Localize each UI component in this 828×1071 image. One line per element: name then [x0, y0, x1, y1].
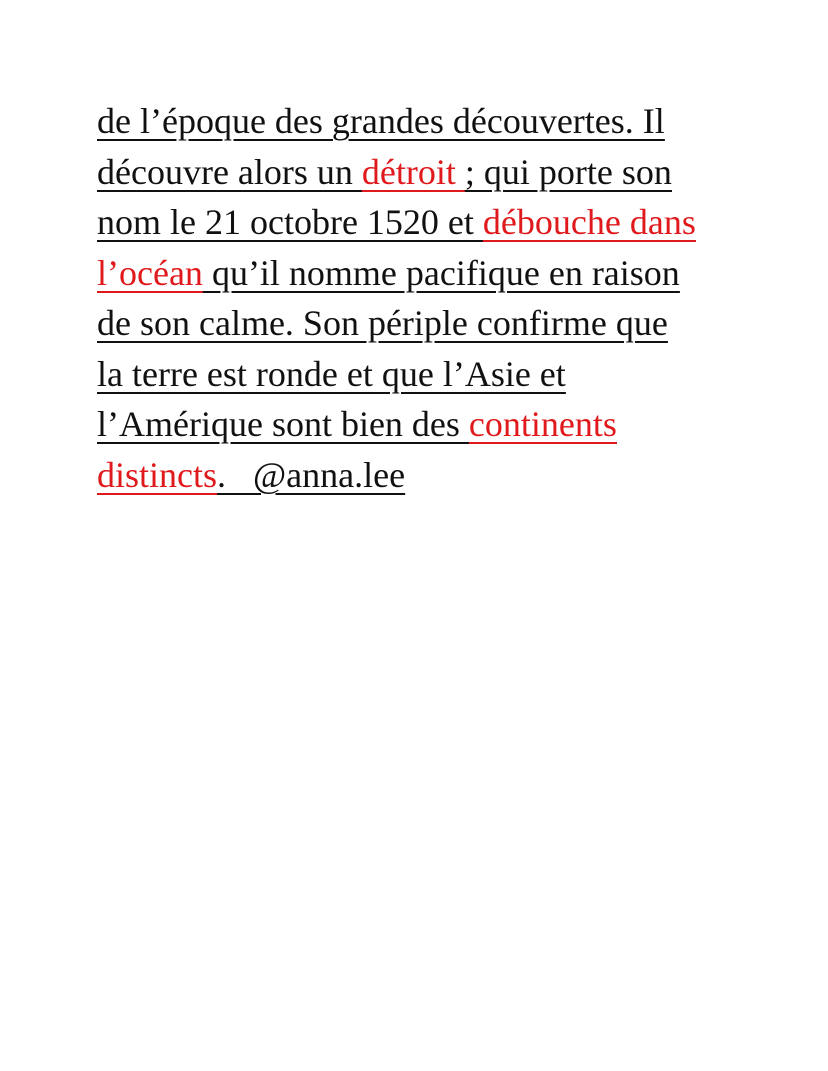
text-segment: qu’il nomme pacifique en raison [202, 252, 680, 293]
text-line-2 [97, 147, 797, 198]
text-segment: de l’époque des grandes découvertes. Il [97, 101, 665, 141]
text-line-4 [97, 248, 797, 299]
highlighted-term-distincts: distincts [97, 454, 218, 495]
text-line-6 [97, 349, 797, 400]
text-segment: nom le 21 octobre 1520 et [97, 202, 483, 242]
text-segment: découvre alors un [97, 151, 362, 192]
author-signature: . @anna.lee [217, 454, 406, 495]
text-line-1 [97, 96, 797, 147]
text-line-8 [97, 450, 797, 501]
highlighted-term-continents: continents [468, 404, 617, 444]
highlighted-term-debouche: débouche dans [482, 202, 696, 242]
text-segment: la terre est ronde et que l’Asie et [97, 353, 566, 394]
text-line-5 [97, 298, 797, 349]
text-segment: ; qui porte son [464, 151, 672, 192]
highlighted-term-detroit: détroit [361, 151, 465, 192]
text-segment: de son calme. Son périple confirme que [97, 303, 668, 343]
text-line-3 [97, 197, 797, 248]
text-segment: l’Amérique sont bien des [97, 404, 469, 444]
highlighted-term-ocean: l’océan [97, 252, 203, 293]
paragraph [97, 96, 797, 500]
text-line-7 [97, 399, 797, 450]
